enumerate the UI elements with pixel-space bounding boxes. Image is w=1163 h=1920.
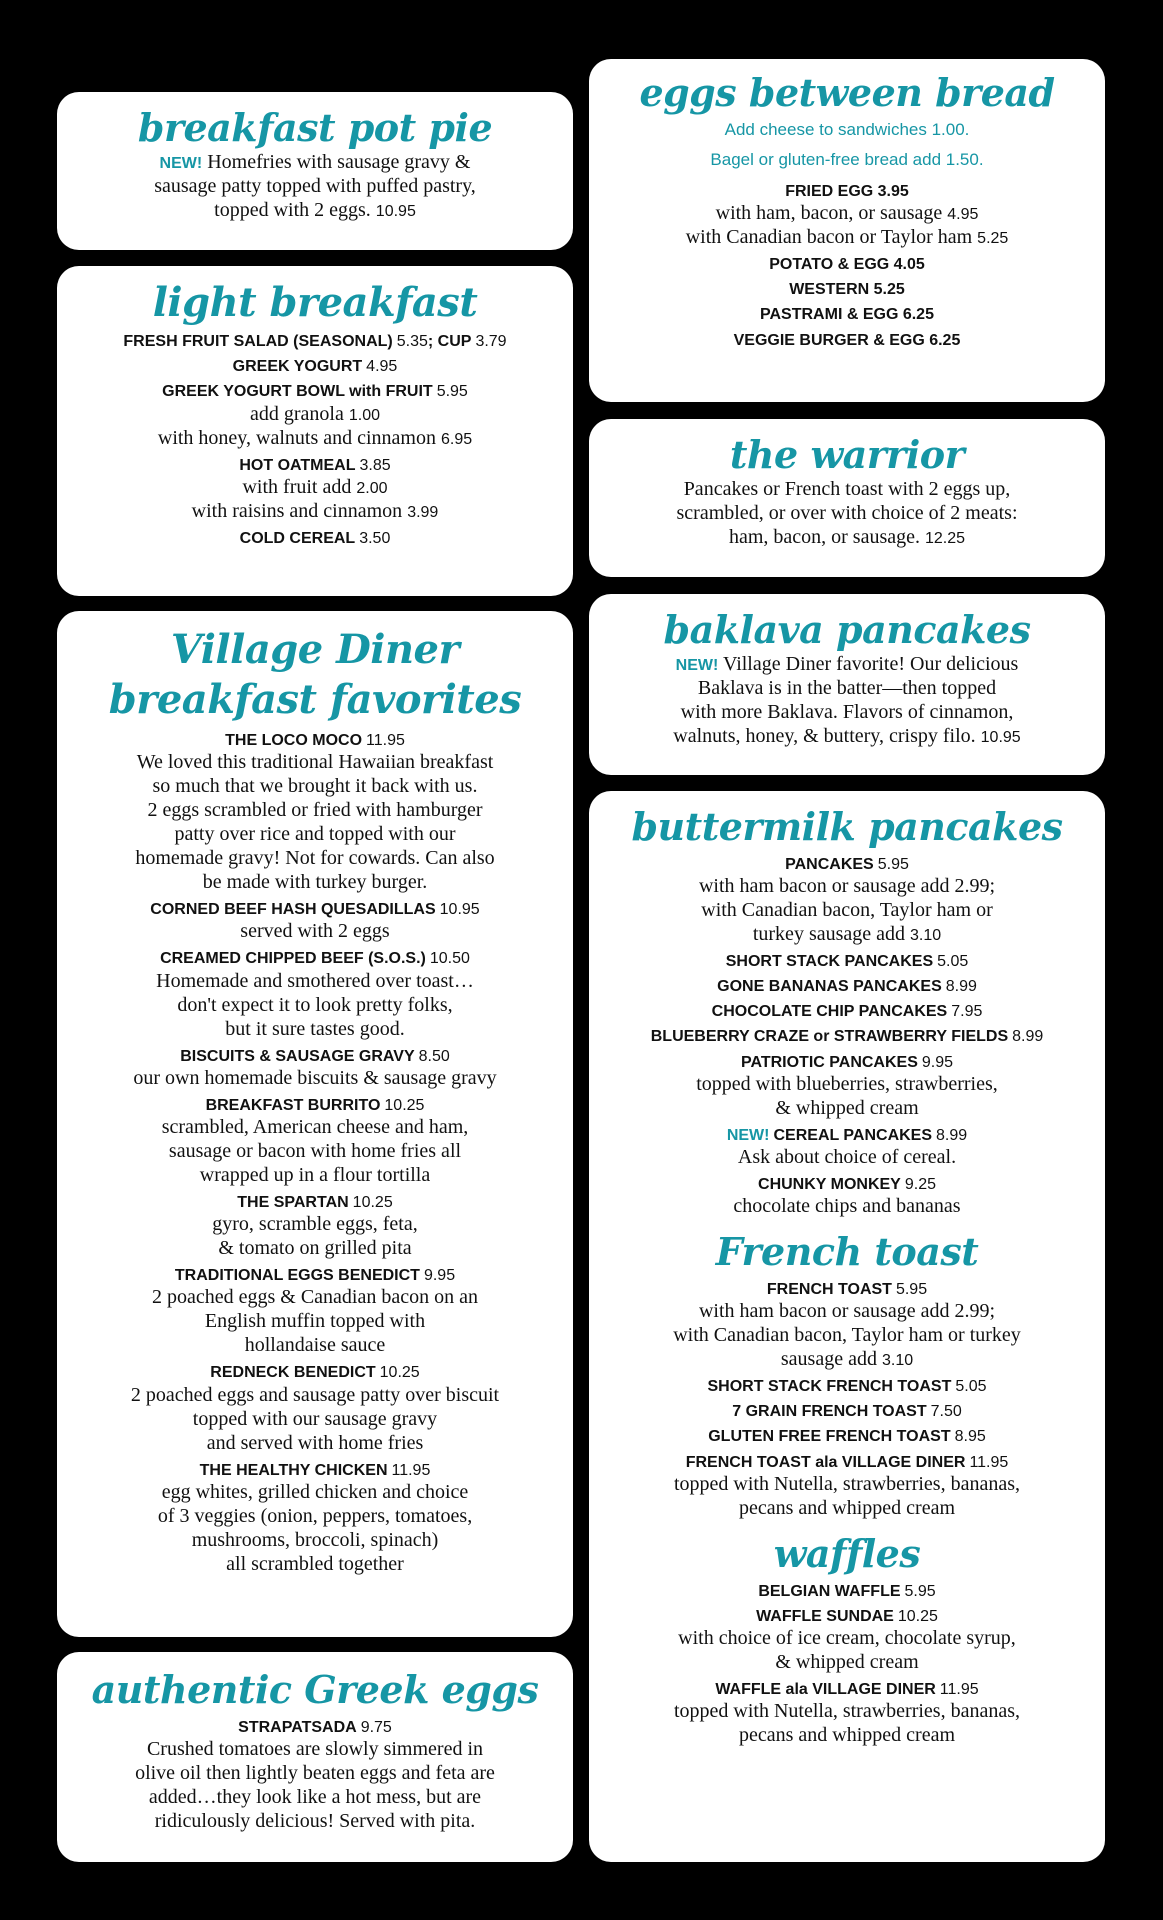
menu-item-description: served with 2 eggs [240,920,390,943]
menu-item-description: our own homemade biscuits & sausage gravy [133,1066,497,1089]
menu-item: SHORT STACK PANCAKES 5.05 [725,952,969,970]
baklava-price: 10.95 [980,728,1021,746]
menu-item-price: 9.95 [423,1267,456,1285]
buttermilk-title: buttermilk pancakes [631,804,1063,849]
menu-item-description: Homemade and smothered over toast… don't expect it to look pretty folks, but it sure tastes good. [156,969,474,1040]
menu-item: COLD CEREAL 3.50 [239,529,391,547]
menu-item-name: THE LOCO MOCO [225,732,363,749]
menu-item-description: gyro, scramble eggs, feta, & tomato on grilled pita [212,1213,418,1260]
menu-item: PANCAKES 5.95 with ham bacon or sausage add 2.99; with Canadian bacon, Taylor ham or turkey sausage add 3.10 [698,855,996,945]
menu-item: FRESH FRUIT SALAD (SEASONAL) 5.35; CUP 3.79 [123,333,507,350]
menu-item: FRIED EGG 3.95 with ham, bacon, or sausage 4.95 with Canadian bacon or Taylor ham 5.25 [685,182,1009,249]
menu-item: FRENCH TOAST 5.95 with ham bacon or sausage add 2.99; with Canadian bacon, Taylor ham or turkey sausage add 3.10 [673,1280,1021,1371]
menu-item: BLUEBERRY CRAZE or STRAWBERRY FIELDS 8.99 [650,1028,1044,1046]
warrior-card: the warrior Pancakes or French toast with 2 eggs up, scrambled, or over with choice of 2 meats: ham, bacon, or sausage. 12.25 [589,419,1105,577]
menu-item-description: 2 poached eggs & Canadian bacon on an English muffin topped with hollandaise sauce [151,1286,478,1357]
menu-item-price: 10.25 [379,1364,420,1382]
favorites-list [75,731,555,1576]
menu-item: WAFFLE ala VILLAGE DINER 11.95 topped with Nutella, strawberries, bananas, pecans and whipped cream [673,1680,1020,1747]
pot-pie-card [57,92,573,250]
menu-item-name: THE SPARTAN [237,1193,349,1211]
menu-item: WESTERN 5.25 [789,281,905,299]
menu-item: SHORT STACK FRENCH TOAST 5.05 [707,1378,987,1396]
warrior-price: 12.25 [925,529,966,547]
menu-item: PATRIOTIC PANCAKES 9.95 topped with blueberries, strawberries, & whipped cream [696,1053,998,1119]
pot-pie-desc-line: Homefries with sausage gravy & [207,150,471,173]
menu-item: GLUTEN FREE FRENCH TOAST 8.95 [708,1428,986,1446]
waffles-title: waffles [773,1530,921,1576]
menu-item [75,1193,555,1260]
menu-item-name: REDNECK BENEDICT [210,1364,376,1382]
menu-item [75,1047,555,1090]
favorites-card [57,611,573,1637]
menu-item-name: TRADITIONAL EGGS BENEDICT [174,1267,420,1285]
menu-item [75,1461,555,1576]
new-badge: NEW! [726,1126,770,1144]
new-badge: NEW! [159,154,203,172]
menu-item-description: We loved this traditional Hawaiian breakfast so much that we brought it back with us. 2 eggs scrambled or fried with hamburger patty over rice and topped with our homemade gravy! Not for cowards. Can also be made with turkey burger. [135,751,495,894]
pancakes-card [589,791,1105,1862]
menu-item-description: scrambled, American cheese and ham, sausage or bacon with home fries all wrapped up in a flour tortilla [161,1115,469,1186]
menu-item: STRAPATSADA 9.75 Crushed tomatoes are slowly simmered in olive oil then lightly beaten eggs and feta are added…they look like a hot mess, but are ridiculously delicious! Served with pita. [135,1718,495,1832]
warrior-title: the warrior [729,432,965,477]
menu-item [75,1096,555,1187]
menu-item: GREEK YOGURT 4.95 [232,358,398,376]
favorites-title: Village Diner breakfast favorites [108,626,522,723]
menu-item: WAFFLE SUNDAE 10.25 with choice of ice cream, chocolate syrup, & whipped cream [678,1607,1016,1673]
light-breakfast-title: light breakfast [152,279,478,326]
bread-note: Bagel or gluten-free bread add 1.50. [710,150,984,170]
menu-item-name: CREAMED CHIPPED BEEF (S.O.S.) [160,950,426,968]
menu-item: BELGIAN WAFFLE 5.95 [758,1582,936,1600]
menu-item: GREEK YOGURT BOWL with FRUIT 5.95 add granola 1.00 with honey, walnuts and cinnamon 6.95 [157,383,473,449]
menu-item: VEGGIE BURGER & EGG 6.25 [733,331,961,349]
menu-item: GONE BANANAS PANCAKES 8.99 [717,978,977,996]
menu-item [75,900,555,943]
baklava-card: baklava pancakes NEW! Village Diner favorite! Our delicious Baklava is in the batter—then topped with more Baklava. Flavors of cinnamon, walnuts, honey, & buttery, crispy filo. 10.95 [589,594,1105,775]
menu-item [75,1266,555,1357]
menu-item-price: 11.95 [391,1461,431,1479]
menu-item-price: 10.25 [352,1193,393,1211]
baklava-title: baklava pancakes [663,607,1031,652]
greek-eggs-title: authentic Greek eggs [91,1667,539,1712]
menu-item-name: BISCUITS & SAUSAGE GRAVY [180,1047,415,1065]
french-toast-title: French toast [715,1229,979,1275]
greek-eggs-card [57,1652,573,1862]
menu-item: 7 GRAIN FRENCH TOAST 7.50 [732,1403,962,1421]
light-breakfast-card [57,266,573,596]
menu-item [75,1363,555,1454]
menu-item-price: 10.50 [429,950,470,968]
pot-pie-desc-line: topped with 2 eggs. [214,198,371,221]
menu-item-description: egg whites, grilled chicken and choice of 3 veggies (onion, peppers, tomatoes, mushrooms, broccoli, spinach) all scrambled together [157,1480,473,1575]
menu-item: PASTRAMI & EGG 6.25 [760,306,934,324]
menu-item-description: 2 poached eggs and sausage patty over biscuit topped with our sausage gravy and served with home fries [130,1383,500,1454]
pot-pie-desc-line: sausage patty topped with puffed pastry, [154,174,476,197]
menu-item-price: 10.95 [439,901,480,919]
menu-item: HOT OATMEAL 3.85 with fruit add 2.00 with raisins and cinnamon 3.99 [191,456,439,522]
menu-item-name: BREAKFAST BURRITO [205,1096,381,1114]
menu-item: FRENCH TOAST ala VILLAGE DINER 11.95 topped with Nutella, strawberries, bananas, pecans and whipped cream [673,1453,1020,1519]
menu-item: NEW! CEREAL PANCAKES 8.99 Ask about choice of cereal. [726,1126,968,1168]
menu-item-price: 8.50 [418,1047,450,1065]
menu-item-name: CORNED BEEF HASH QUESADILLAS [150,901,436,919]
pot-pie-title: breakfast pot pie [137,105,493,150]
menu-item-price: 10.25 [384,1096,425,1114]
eggs-between-bread-card [589,59,1105,402]
menu-item-price: 11.95 [366,732,405,749]
menu-item [75,731,555,894]
menu-item-name: THE HEALTHY CHICKEN [199,1461,388,1479]
eggs-between-bread-title: eggs between bread [639,70,1055,115]
menu-item: CHOCOLATE CHIP PANCAKES 7.95 [711,1003,983,1021]
menu-item [75,949,555,1040]
cheese-note: Add cheese to sandwiches 1.00. [724,119,970,139]
menu-item: POTATO & EGG 4.05 [769,256,925,274]
menu-item: CHUNKY MONKEY 9.25 chocolate chips and bananas [733,1176,961,1218]
new-badge: NEW! [675,656,719,674]
pot-pie-price: 10.95 [375,202,416,220]
